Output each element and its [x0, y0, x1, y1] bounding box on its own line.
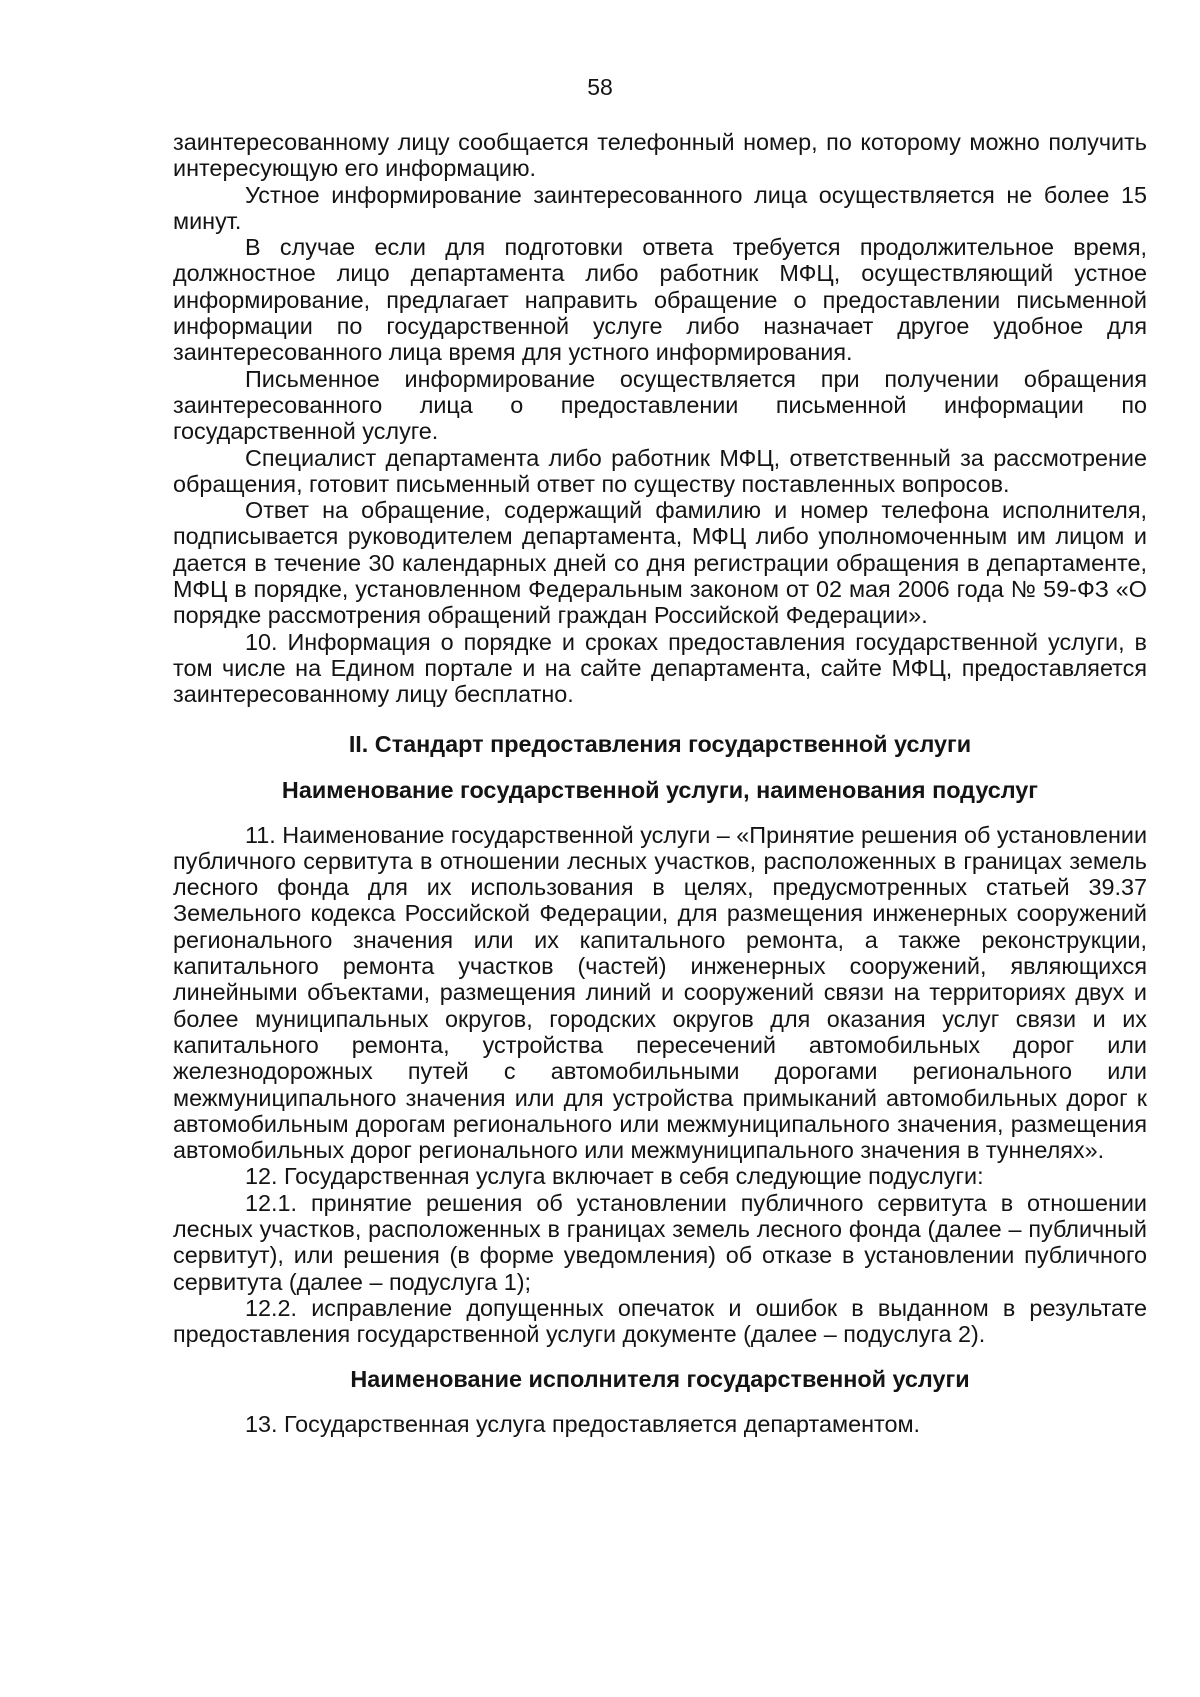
paragraph: 11. Наименование государственной услуги – «Принятие решения об установлении публичного сервитута в отношении лесных участков, расположенных в границах земель лесного фонда для их использования в целях, предусмотренных статьей 39.37 Земельного кодекса Российской Федерации, для размещения инженерных сооружений регионального значения или их капитального ремонта, а также реконструкции, капитального ремонта участков (частей) инженерных сооружений, являющихся линейными объектами, размещения линий и сооружений связи на территориях двух и более муниципальных округов, городских округов для оказания услуг связи и их капитального ремонта, устройства пересечений автомобильных дорог или железнодорожных путей с автомобильными дорогами регионального или межмуниципального значения или для устройства примыканий автомобильных дорог к автомобильным дорогам регионального или межмуниципального значения, размещения автомобильных дорог регионального или межмуниципального значения в туннелях». [173, 821, 1148, 1164]
paragraph: 12. Государственная услуга включает в себя следующие подуслуги: [245, 1163, 984, 1190]
paragraph: Ответ на обращение, содержащий фамилию и номер телефона исполнителя, подписывается руководителем департамента, МФЦ либо уполномоченным им лицом и дается в течение 30 календарных дней со дня регистрации обращения в департаменте, МФЦ в порядке, установленном Федеральным законом от 02 мая 2006 года № 59-ФЗ «О порядке рассмотрения обращений граждан Российской Федерации». [173, 497, 1147, 629]
paragraph: 13. Государственная услуга предоставляется департаментом. [245, 1411, 921, 1438]
paragraph: Специалист департамента либо работник МФЦ, ответственный за рассмотрение обращения, готовит письменный ответ по существу поставленных вопросов. [173, 444, 1147, 497]
document-body [173, 129, 1147, 1438]
subsection-heading: Наименование исполнителя государственной услуги [350, 1366, 970, 1393]
paragraph: 12.1. принятие решения об установлении публичного сервитута в отношении лесных участков, расположенных в границах земель лесного фонда (далее – публичный сервитут), или решения (в форме уведомления) об отказе в установлении публичного сервитута (далее – подуслуга 1); [173, 1189, 1147, 1295]
paragraph: Письменное информирование осуществляется при получении обращения заинтересованного лица о предоставлении письменной информации по государственной услуге. [173, 365, 1147, 445]
paragraph: 12.2. исправление допущенных опечаток и ошибок в выданном в результате предоставления государственной услуги документе (далее – подуслуга 2). [173, 1294, 1147, 1348]
paragraph: Устное информирование заинтересованного лица осуществляется не более 15 минут. [173, 181, 1147, 234]
paragraph: 10. Информация о порядке и сроках предоставления государственной услуги, в том числе на Едином портале и на сайте департамента, сайте МФЦ, предоставляется заинтересованному лицу бесплатно. [173, 628, 1147, 708]
subsection-heading: Наименование государственной услуги, наименования подуслуг [281, 776, 1039, 803]
section-heading: II. Стандарт предоставления государственной услуги [348, 730, 972, 757]
page-number: 58 [587, 74, 613, 100]
paragraph: В случае если для подготовки ответа требуется продолжительное время, должностное лицо департамента либо работник МФЦ, осуществляющий устное информирование, предлагает направить обращение о предоставлении письменной информации по государственной услуге либо назначает другое удобное для заинтересованного лица время для устного информирования. [173, 234, 1147, 366]
paragraph-continuation: заинтересованному лицу сообщается телефонный номер, по которому можно получить интересующую его информацию. [173, 129, 1147, 182]
